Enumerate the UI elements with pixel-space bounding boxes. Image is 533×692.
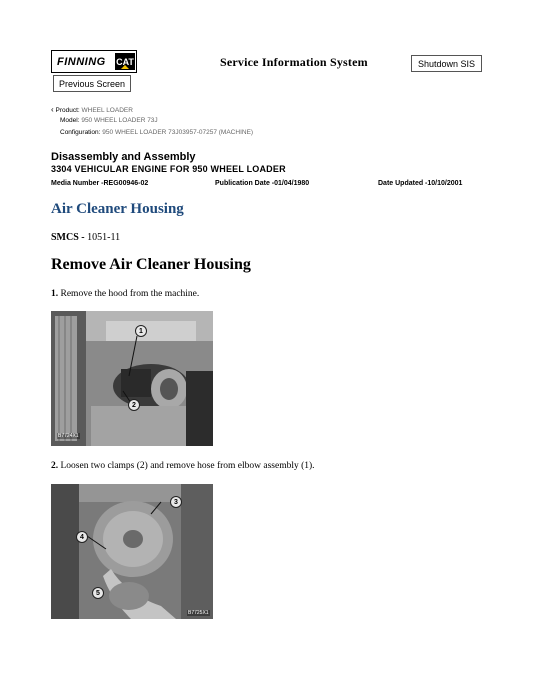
step-2 [51, 461, 315, 471]
shutdown-sis-button[interactable]: Shutdown SIS [411, 55, 482, 72]
step-number: 2. [51, 461, 59, 471]
previous-screen-button[interactable]: Previous Screen [53, 75, 131, 92]
model-label: Model: [60, 117, 80, 124]
section-subtitle: 3304 VEHICULAR ENGINE FOR 950 WHEEL LOADER [51, 164, 286, 174]
model-row [60, 117, 158, 124]
configuration-row [60, 129, 253, 136]
step-text: Remove the hood from the machine. [60, 289, 200, 299]
callout-4: 4 [76, 531, 88, 543]
logo-text: FINNING [57, 55, 106, 68]
callout-1: 1 [135, 325, 147, 337]
step-text: Loosen two clamps (2) and remove hose from elbow assembly (1). [60, 461, 315, 471]
product-label: Product: [55, 107, 80, 114]
section-title: Disassembly and Assembly [51, 151, 196, 163]
figure-reference: B7724X1 [58, 433, 79, 439]
date-updated: Date Updated -10/10/2001 [378, 180, 463, 187]
callout-2: 2 [128, 399, 140, 411]
smcs-code [51, 232, 120, 243]
callout-5: 5 [92, 587, 104, 599]
product-value: WHEEL LOADER [81, 107, 133, 114]
publication-date: Publication Date -01/04/1980 [215, 180, 310, 187]
figure-step-1-photo [51, 311, 213, 446]
cat-logo-icon: CAT [115, 53, 135, 70]
page-header-title: Service Information System [220, 55, 368, 69]
configuration-value: 950 WHEEL LOADER 73J03957-07257 (MACHINE) [102, 129, 254, 136]
collapse-chevron-icon[interactable]: ‹ [51, 105, 54, 114]
step-1 [51, 289, 199, 299]
procedure-heading: Remove Air Cleaner Housing [51, 256, 251, 273]
callout-3: 3 [170, 496, 182, 508]
media-number: Media Number -REG00946-02 [51, 180, 149, 187]
smcs-value: 1051-11 [87, 232, 121, 243]
smcs-label: SMCS - [51, 232, 85, 243]
figure-reference: B7725X1 [188, 610, 209, 616]
model-value: 950 WHEEL LOADER 73J [81, 117, 158, 124]
step-number: 1. [51, 289, 59, 299]
configuration-label: Configuration: [60, 129, 101, 136]
product-row [51, 105, 133, 114]
figure-step-2-photo [51, 484, 213, 619]
finning-cat-logo [51, 50, 137, 73]
document-title: Air Cleaner Housing [51, 201, 184, 217]
